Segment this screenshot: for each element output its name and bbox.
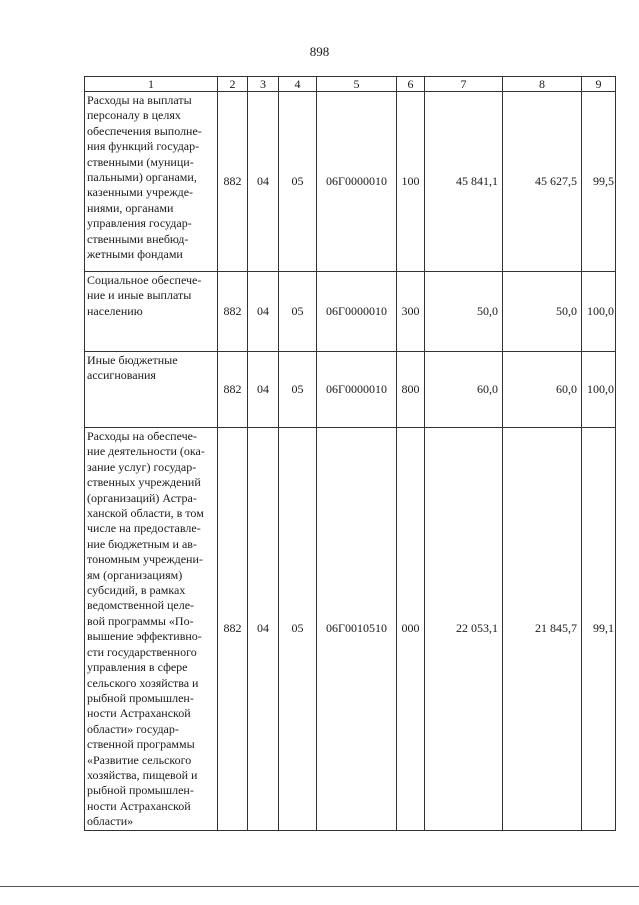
description-line: Иные бюджетные <box>87 353 178 367</box>
cell-subsection: 05 <box>279 428 317 831</box>
cell-subsection: 05 <box>279 92 317 272</box>
cell-admin-code: 882 <box>218 272 248 352</box>
column-header: 5 <box>317 77 397 92</box>
description-line: области» <box>87 814 134 829</box>
cell-expense-type: 800 <box>397 352 425 428</box>
description-line: ведомственной целе- <box>87 598 195 613</box>
cell-section: 04 <box>248 92 279 272</box>
description-line: числе на предоставле- <box>87 521 201 536</box>
table-header-row <box>85 77 616 92</box>
cell-percent: 99,5 <box>582 92 616 272</box>
cell-target-article: 06Г0010510 <box>317 428 397 831</box>
cell-section: 04 <box>248 428 279 831</box>
description-line: субсидий, в рамках <box>87 583 186 598</box>
column-header: 8 <box>503 77 582 92</box>
description-line: казенными учрежде- <box>87 185 194 200</box>
cell-plan: 50,0 <box>425 272 503 352</box>
description-line: (организаций) Астра- <box>87 490 197 505</box>
description-line: сельского хозяйства и <box>87 675 199 690</box>
cell-expense-type: 300 <box>397 272 425 352</box>
description-line: рыбной промышлен- <box>87 690 194 705</box>
cell-plan: 45 841,1 <box>425 92 503 272</box>
column-header: 1 <box>85 77 218 92</box>
description-line: персоналу в целях <box>87 108 181 123</box>
description-line: ности Астраханской <box>87 706 191 721</box>
table-row <box>85 352 616 428</box>
budget-table <box>84 76 616 831</box>
description-line: «Развитие сельского <box>87 752 192 767</box>
description-line: ственной программы <box>87 737 195 752</box>
cell-section: 04 <box>248 352 279 428</box>
description-line: ние деятельности (ока- <box>87 444 205 459</box>
description-line: ние бюджетным и ав- <box>87 536 197 551</box>
cell-admin-code: 882 <box>218 428 248 831</box>
description-line: ности Астраханской <box>87 798 191 813</box>
description-line: ственными внебюд- <box>87 231 189 246</box>
description-line: области» государ- <box>87 721 179 736</box>
description-line: рыбной промышлен- <box>87 783 194 798</box>
cell-plan: 60,0 <box>425 352 503 428</box>
column-header: 3 <box>248 77 279 92</box>
cell-subsection: 05 <box>279 352 317 428</box>
description-line: ниями, органами <box>87 200 174 215</box>
cell-target-article: 06Г0000010 <box>317 272 397 352</box>
description-line: зание услуг) государ- <box>87 459 197 474</box>
table-row <box>85 272 616 352</box>
page-number: 898 <box>309 44 330 59</box>
description-line: Расходы на обеспече- <box>87 429 197 443</box>
table-row <box>85 428 616 831</box>
table-row <box>85 92 616 272</box>
row-description <box>85 352 218 428</box>
cell-target-article: 06Г0000010 <box>317 92 397 272</box>
description-line: ственными (муници- <box>87 154 194 169</box>
cell-actual: 60,0 <box>503 352 582 428</box>
cell-target-article: 06Г0000010 <box>317 352 397 428</box>
description-line: Социальное обеспече- <box>87 273 202 287</box>
page-bottom-rule <box>0 886 639 887</box>
row-description <box>85 92 218 272</box>
cell-actual: 45 627,5 <box>503 92 582 272</box>
description-line: сти государственного <box>87 644 197 659</box>
description-line: управления государ- <box>87 216 192 231</box>
description-line: ния функций государ- <box>87 139 200 154</box>
description-line: ственных учреждений <box>87 475 201 490</box>
cell-actual: 21 845,7 <box>503 428 582 831</box>
description-line: вой программы «По- <box>87 613 194 628</box>
cell-admin-code: 882 <box>218 92 248 272</box>
cell-subsection: 05 <box>279 272 317 352</box>
cell-actual: 50,0 <box>503 272 582 352</box>
column-header: 7 <box>425 77 503 92</box>
description-line: вышение эффективно- <box>87 629 202 644</box>
column-header: 9 <box>582 77 616 92</box>
cell-section: 04 <box>248 272 279 352</box>
description-line: пальными) органами, <box>87 170 197 185</box>
description-line: жетными фондами <box>87 247 183 262</box>
column-header: 4 <box>279 77 317 92</box>
row-description <box>85 272 218 352</box>
cell-percent: 100,0 <box>582 272 616 352</box>
description-line: обеспечения выполне- <box>87 123 202 138</box>
cell-expense-type: 000 <box>397 428 425 831</box>
cell-percent: 100,0 <box>582 352 616 428</box>
description-line: ханской области, в том <box>87 506 204 521</box>
description-line: ние и иные выплаты <box>87 288 192 303</box>
description-line: населению <box>87 303 143 318</box>
description-line: хозяйства, пищевой и <box>87 767 198 782</box>
cell-expense-type: 100 <box>397 92 425 272</box>
cell-admin-code: 882 <box>218 352 248 428</box>
column-header: 2 <box>218 77 248 92</box>
cell-plan: 22 053,1 <box>425 428 503 831</box>
description-line: Расходы на выплаты <box>87 93 192 107</box>
description-line: управления в сфере <box>87 660 188 675</box>
row-description <box>85 428 218 831</box>
description-line: ям (организациям) <box>87 567 183 582</box>
cell-percent: 99,1 <box>582 428 616 831</box>
column-header: 6 <box>397 77 425 92</box>
description-line: тономным учреждени- <box>87 552 203 567</box>
description-line: ассигнования <box>87 368 156 383</box>
